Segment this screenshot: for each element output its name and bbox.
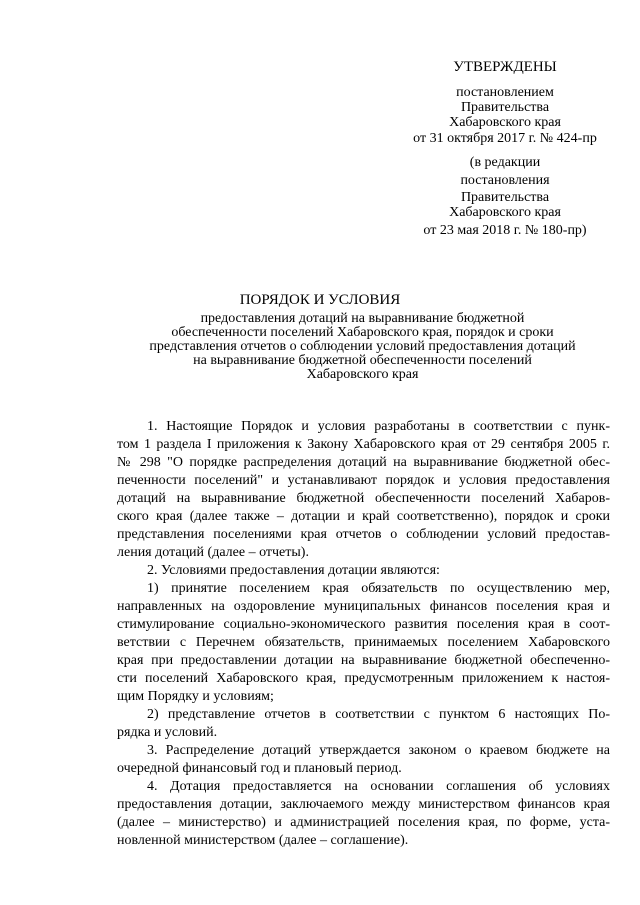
revision-date-line: от 23 мая 2018 г. № 180-пр) xyxy=(423,223,587,238)
paragraph-line: 3. Распределение дотаций утверждается законом о краевом бюджете на xyxy=(147,743,610,758)
paragraph-line: очередной финансовый год и плановый период. xyxy=(117,761,402,776)
paragraph-line: ского края (далее также – дотации и край соответственно), порядок и сроки xyxy=(117,509,610,524)
revision-line: Правительства xyxy=(460,190,550,205)
paragraph-line: рядка и условий. xyxy=(117,725,218,740)
paragraph-line: № 298 "О порядке распределения дотаций на выравнивание бюджетной обес- xyxy=(117,455,610,470)
paragraph-line: 4. Дотация предоставляется на основании соглашения об условиях xyxy=(147,779,610,794)
paragraph-line: новленной министерством (далее – соглашение). xyxy=(117,833,409,848)
paragraph-line: 1) принятие поселением края обязательств по осуществлению мер, xyxy=(147,581,610,596)
document-title: ПОРЯДОК И УСЛОВИЯ xyxy=(239,292,401,308)
approval-line: постановлением xyxy=(456,85,554,100)
document-body xyxy=(117,418,610,850)
subtitle-line: предоставления дотаций на выравнивание бюджетной xyxy=(200,311,525,326)
subtitle-line: обеспеченности поселений Хабаровского края, порядок и сроки xyxy=(171,325,554,340)
approval-line: Правительства xyxy=(460,100,550,115)
revision-line: Хабаровского края xyxy=(449,205,561,220)
revision-line: постановления xyxy=(460,173,550,188)
paragraph-line: направленных на оздоровление муниципальных финансов поселения края и xyxy=(117,599,610,614)
paragraph-line: стимулирование социально-экономического развития поселения края в соот- xyxy=(117,617,610,632)
approval-heading: УТВЕРЖДЕНЫ xyxy=(453,59,557,75)
paragraph-line: предоставления дотации, заключаемого между министерством финансов края xyxy=(117,797,610,812)
subtitle-line: представления отчетов о соблюдении условий предоставления дотаций xyxy=(149,339,576,354)
paragraph-line: представления поселениями края отчетов о соблюдении условий предостав- xyxy=(117,527,610,542)
paragraph-line: 2. Условиями предоставления дотации являются: xyxy=(147,563,440,578)
paragraph-line: сти поселений Хабаровского края, предусмотренным приложением к настоя- xyxy=(117,671,610,686)
paragraph-line: 2) представление отчетов в соответствии с пунктом 6 настоящих По- xyxy=(147,707,610,722)
approval-block xyxy=(400,58,610,242)
paragraph-line: ления дотаций (далее – отчеты). xyxy=(117,545,309,560)
paragraph-line: края при предоставлении дотации на выравнивание бюджетной обеспеченно- xyxy=(117,653,610,668)
revision-line: (в редакции xyxy=(469,155,541,170)
paragraph-line: 1. Настоящие Порядок и условия разработаны в соответствии с пунк- xyxy=(147,419,610,434)
paragraph-line: дотаций на выравнивание бюджетной обеспеченности поселений Хабаров- xyxy=(117,491,610,506)
paragraph-line: щим Порядку и условиям; xyxy=(117,689,274,704)
approval-line: Хабаровского края xyxy=(449,115,561,130)
document-subtitle xyxy=(0,312,640,382)
paragraph-line: (далее – министерство) и администрацией поселения края, по форме, уста- xyxy=(117,815,610,830)
subtitle-line: Хабаровского края xyxy=(306,367,419,382)
paragraph-line: том 1 раздела I приложения к Закону Хабаровского края от 29 сентября 2005 г. xyxy=(117,437,610,452)
approval-date-line: от 31 октября 2017 г. № 424-пр xyxy=(413,131,597,146)
paragraph-line: ветствии с Перечнем обязательств, принимаемых поселением Хабаровского xyxy=(117,635,610,650)
paragraph-line: печенности поселений" и устанавливают порядок и условия предоставления xyxy=(117,473,610,488)
subtitle-line: на выравнивание бюджетной обеспеченности поселений xyxy=(193,353,532,368)
